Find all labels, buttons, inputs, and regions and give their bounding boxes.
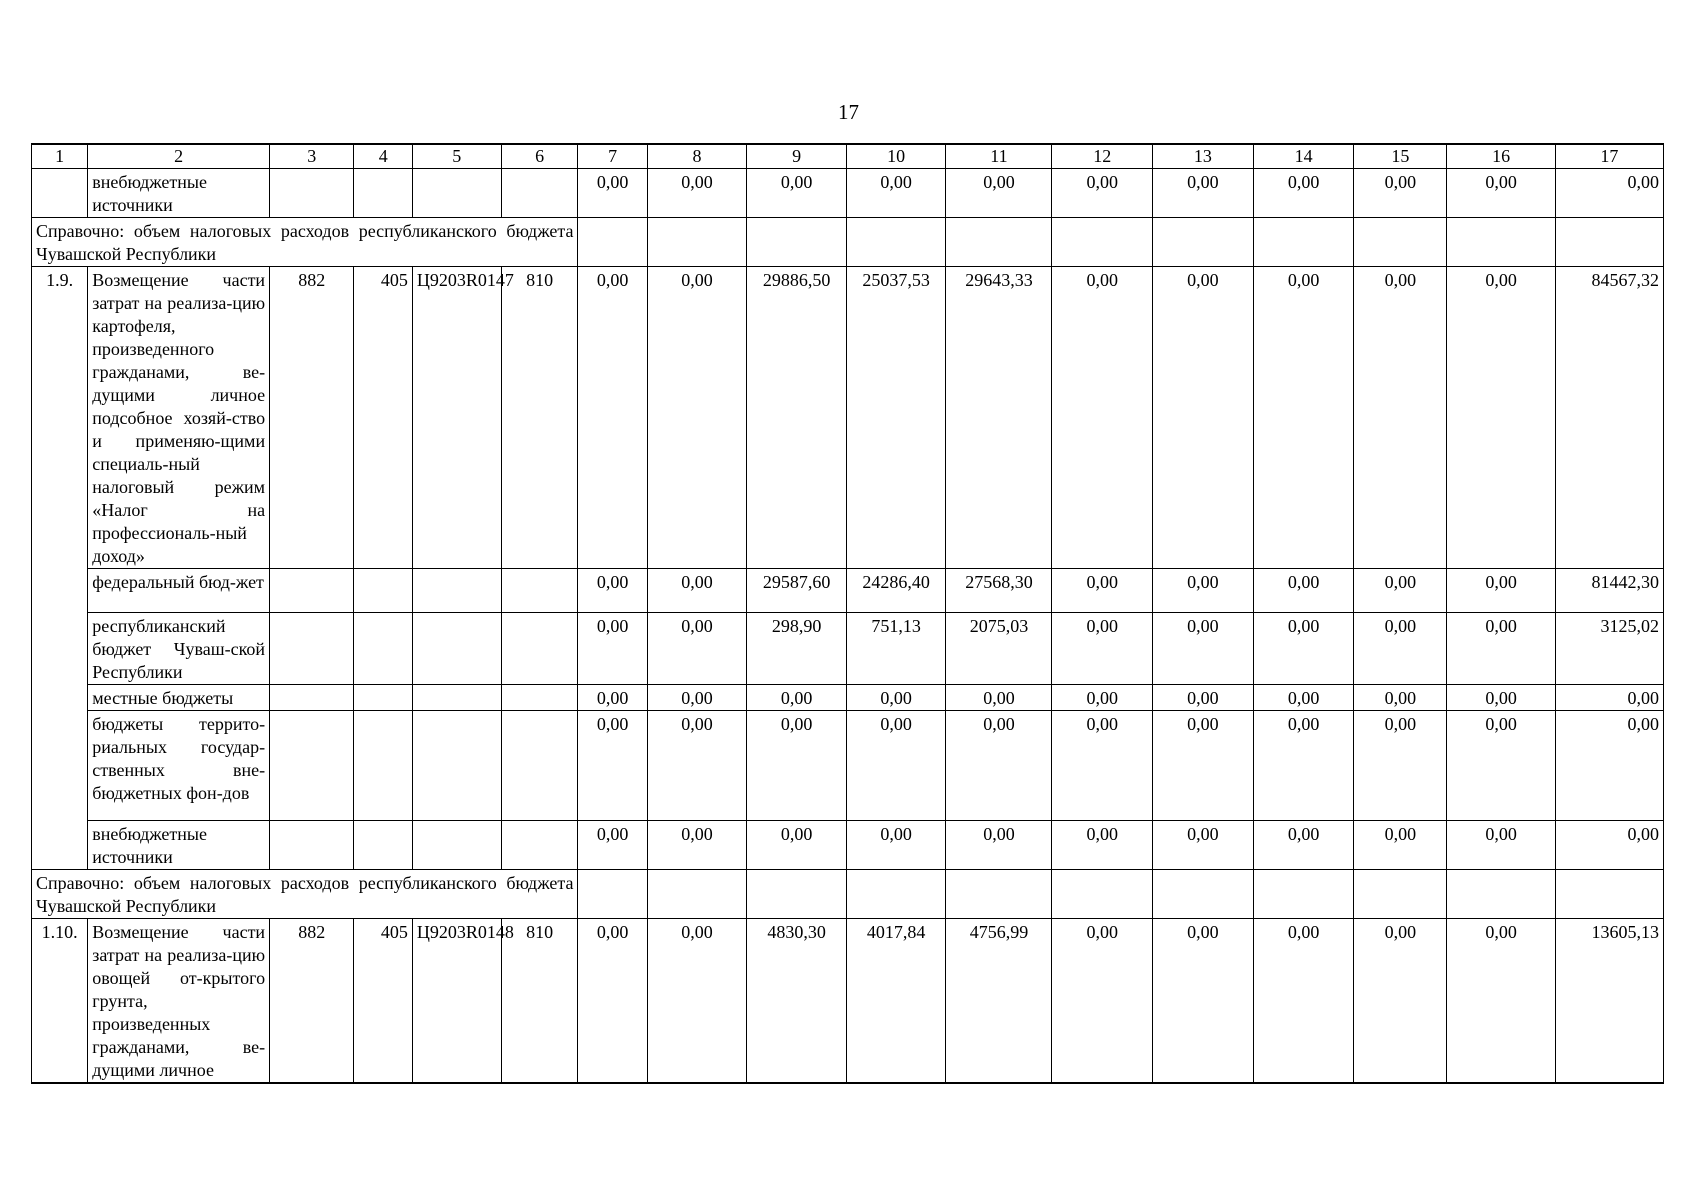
value-cell-col-14: 0,00	[1253, 711, 1354, 821]
empty-cell	[354, 711, 412, 821]
table-row-1-10	[32, 919, 1664, 1084]
empty-cell	[354, 685, 412, 711]
empty-cell	[270, 613, 354, 685]
value-cell-col-11: 0,00	[946, 711, 1052, 821]
empty-cell	[846, 870, 946, 919]
code-cell-3: 882	[270, 267, 354, 569]
empty-cell	[412, 169, 501, 218]
value-cell-col-8: 0,00	[647, 169, 747, 218]
value-cell-col-14: 0,00	[1253, 169, 1354, 218]
value-cell-col-16: 0,00	[1447, 569, 1555, 613]
value-cell-col-9: 29886,50	[747, 267, 847, 569]
value-cell-col-14: 0,00	[1253, 821, 1354, 870]
value-cell-col-11: 0,00	[946, 685, 1052, 711]
page-number: 17	[838, 100, 859, 124]
value-cell-col-17: 13605,13	[1555, 919, 1663, 1084]
empty-cell	[354, 569, 412, 613]
code-cell-5: Ц9203R0147	[412, 267, 501, 569]
header-cell-10: 10	[846, 144, 946, 169]
value-cell-col-16: 0,00	[1447, 821, 1555, 870]
value-cell-col-10: 24286,40	[846, 569, 946, 613]
value-cell-col-9: 0,00	[747, 169, 847, 218]
value-cell-col-7: 0,00	[578, 685, 647, 711]
value-cell-col-7: 0,00	[578, 267, 647, 569]
header-cell-15: 15	[1354, 144, 1447, 169]
value-cell-col-14: 0,00	[1253, 569, 1354, 613]
value-cell-col-9: 298,90	[747, 613, 847, 685]
value-cell-col-10: 0,00	[846, 821, 946, 870]
value-cell-col-7: 0,00	[578, 569, 647, 613]
empty-cell	[1153, 218, 1254, 267]
value-cell-col-13: 0,00	[1153, 685, 1254, 711]
value-cell-col-10: 4017,84	[846, 919, 946, 1084]
row-name-cell: Возмещение части затрат на реализа-цию овощей от-крытого грунта, произведенных гражданами, ве-дущими личное	[88, 919, 270, 1084]
value-cell-col-17: 81442,30	[1555, 569, 1663, 613]
empty-cell	[1052, 870, 1153, 919]
value-cell-col-12: 0,00	[1052, 919, 1153, 1084]
value-cell-col-12: 0,00	[1052, 613, 1153, 685]
table-row-r19-fed	[32, 569, 1664, 613]
value-cell-col-12: 0,00	[1052, 821, 1153, 870]
empty-cell	[270, 711, 354, 821]
value-cell-col-17: 0,00	[1555, 169, 1663, 218]
code-cell-3: 882	[270, 919, 354, 1084]
header-cell-14: 14	[1253, 144, 1354, 169]
value-cell-col-13: 0,00	[1153, 613, 1254, 685]
value-cell-col-15: 0,00	[1354, 267, 1447, 569]
empty-cell	[354, 169, 412, 218]
value-cell-col-11: 0,00	[946, 821, 1052, 870]
value-cell-col-13: 0,00	[1153, 267, 1254, 569]
empty-cell	[270, 685, 354, 711]
empty-cell	[412, 821, 501, 870]
value-cell-col-13: 0,00	[1153, 821, 1254, 870]
reference-note-cell: Справочно: объем налоговых расходов республиканского бюджета Чувашской Республики	[32, 218, 578, 267]
row-number-cell	[32, 169, 88, 218]
value-cell-col-11: 2075,03	[946, 613, 1052, 685]
value-cell-col-12: 0,00	[1052, 169, 1153, 218]
header-cell-11: 11	[946, 144, 1052, 169]
value-cell-col-15: 0,00	[1354, 569, 1447, 613]
empty-cell	[1052, 218, 1153, 267]
empty-cell	[747, 870, 847, 919]
table-row-r19-loc	[32, 685, 1664, 711]
table-row-reference	[32, 218, 1664, 267]
value-cell-col-9: 0,00	[747, 711, 847, 821]
empty-cell	[1555, 218, 1663, 267]
empty-cell	[354, 613, 412, 685]
code-cell-6: 810	[501, 919, 578, 1084]
header-cell-6: 6	[501, 144, 578, 169]
empty-cell	[270, 569, 354, 613]
value-cell-col-7: 0,00	[578, 613, 647, 685]
value-cell-col-17: 0,00	[1555, 685, 1663, 711]
value-cell-col-11: 4756,99	[946, 919, 1052, 1084]
row-name-cell: федеральный бюд-жет	[88, 569, 270, 613]
value-cell-col-17: 0,00	[1555, 711, 1663, 821]
header-cell-9: 9	[747, 144, 847, 169]
value-cell-col-14: 0,00	[1253, 685, 1354, 711]
empty-cell	[354, 821, 412, 870]
value-cell-col-13: 0,00	[1153, 169, 1254, 218]
value-cell-col-7: 0,00	[578, 711, 647, 821]
empty-cell	[412, 685, 501, 711]
value-cell-col-15: 0,00	[1354, 919, 1447, 1084]
empty-cell	[501, 711, 578, 821]
code-cell-4: 405	[354, 919, 412, 1084]
header-cell-1: 1	[32, 144, 88, 169]
empty-cell	[501, 613, 578, 685]
empty-cell	[1253, 870, 1354, 919]
value-cell-col-13: 0,00	[1153, 569, 1254, 613]
code-cell-6: 810	[501, 267, 578, 569]
value-cell-col-16: 0,00	[1447, 919, 1555, 1084]
header-cell-8: 8	[647, 144, 747, 169]
empty-cell	[946, 870, 1052, 919]
empty-cell	[647, 218, 747, 267]
empty-cell	[1447, 870, 1555, 919]
value-cell-col-9: 0,00	[747, 685, 847, 711]
header-cell-16: 16	[1447, 144, 1555, 169]
value-cell-col-13: 0,00	[1153, 711, 1254, 821]
value-cell-col-8: 0,00	[647, 613, 747, 685]
empty-cell	[501, 685, 578, 711]
row-name-cell: бюджеты террито-риальных государ-ственных вне-бюджетных фон-дов	[88, 711, 270, 821]
empty-cell	[412, 711, 501, 821]
table-row-1-9	[32, 267, 1664, 569]
row-name-cell: внебюджетные источники	[88, 169, 270, 218]
empty-cell	[1447, 218, 1555, 267]
empty-cell	[501, 169, 578, 218]
empty-cell	[1354, 218, 1447, 267]
header-cell-4: 4	[354, 144, 412, 169]
value-cell-col-8: 0,00	[647, 685, 747, 711]
value-cell-col-11: 29643,33	[946, 267, 1052, 569]
value-cell-col-15: 0,00	[1354, 821, 1447, 870]
value-cell-col-16: 0,00	[1447, 685, 1555, 711]
empty-cell	[270, 169, 354, 218]
table-row-reference	[32, 870, 1664, 919]
value-cell-col-15: 0,00	[1354, 711, 1447, 821]
row-name-cell: республиканский бюджет Чуваш-ской Республики	[88, 613, 270, 685]
value-cell-col-14: 0,00	[1253, 919, 1354, 1084]
code-cell-5: Ц9203R0148	[412, 919, 501, 1084]
value-cell-col-17: 0,00	[1555, 821, 1663, 870]
empty-cell	[501, 821, 578, 870]
value-cell-col-8: 0,00	[647, 821, 747, 870]
empty-cell	[1153, 870, 1254, 919]
header-cell-13: 13	[1153, 144, 1254, 169]
empty-cell	[1253, 218, 1354, 267]
empty-cell	[846, 218, 946, 267]
value-cell-col-12: 0,00	[1052, 711, 1153, 821]
header-cell-5: 5	[412, 144, 501, 169]
row-number-cell: 1.9.	[32, 267, 88, 870]
value-cell-col-15: 0,00	[1354, 613, 1447, 685]
value-cell-col-8: 0,00	[647, 919, 747, 1084]
row-name-cell: Возмещение части затрат на реализа-цию картофеля, произведенного гражданами, ве-дущими личное подсобное хозяй-ство и применяю-щими специаль-ный налоговый режим «Налог на профессиональ-ный доход»	[88, 267, 270, 569]
table-header-row	[32, 144, 1664, 169]
value-cell-col-10: 0,00	[846, 685, 946, 711]
value-cell-col-15: 0,00	[1354, 685, 1447, 711]
value-cell-col-12: 0,00	[1052, 685, 1153, 711]
row-name-cell: местные бюджеты	[88, 685, 270, 711]
value-cell-col-9: 4830,30	[747, 919, 847, 1084]
empty-cell	[578, 218, 647, 267]
table-row-r19-terr	[32, 711, 1664, 821]
value-cell-col-9: 29587,60	[747, 569, 847, 613]
header-cell-2: 2	[88, 144, 270, 169]
header-cell-12: 12	[1052, 144, 1153, 169]
empty-cell	[578, 870, 647, 919]
budget-table	[31, 143, 1664, 1084]
value-cell-col-7: 0,00	[578, 821, 647, 870]
header-cell-7: 7	[578, 144, 647, 169]
value-cell-col-14: 0,00	[1253, 267, 1354, 569]
row-number-cell: 1.10.	[32, 919, 88, 1084]
value-cell-col-10: 751,13	[846, 613, 946, 685]
empty-cell	[412, 569, 501, 613]
value-cell-col-12: 0,00	[1052, 267, 1153, 569]
value-cell-col-16: 0,00	[1447, 267, 1555, 569]
value-cell-col-10: 25037,53	[846, 267, 946, 569]
value-cell-col-11: 27568,30	[946, 569, 1052, 613]
empty-cell	[412, 613, 501, 685]
empty-cell	[647, 870, 747, 919]
value-cell-col-15: 0,00	[1354, 169, 1447, 218]
reference-note-cell: Справочно: объем налоговых расходов республиканского бюджета Чувашской Республики	[32, 870, 578, 919]
table-row-r19-rep	[32, 613, 1664, 685]
empty-cell	[747, 218, 847, 267]
table-row-extrabudget	[32, 169, 1664, 218]
value-cell-col-12: 0,00	[1052, 569, 1153, 613]
empty-cell	[1555, 870, 1663, 919]
value-cell-col-9: 0,00	[747, 821, 847, 870]
code-cell-4: 405	[354, 267, 412, 569]
value-cell-col-8: 0,00	[647, 711, 747, 821]
value-cell-col-7: 0,00	[578, 169, 647, 218]
value-cell-col-13: 0,00	[1153, 919, 1254, 1084]
value-cell-col-16: 0,00	[1447, 169, 1555, 218]
value-cell-col-10: 0,00	[846, 169, 946, 218]
empty-cell	[270, 821, 354, 870]
header-cell-17: 17	[1555, 144, 1663, 169]
empty-cell	[1354, 870, 1447, 919]
value-cell-col-17: 84567,32	[1555, 267, 1663, 569]
table-row-r19-ext	[32, 821, 1664, 870]
empty-cell	[946, 218, 1052, 267]
value-cell-col-16: 0,00	[1447, 613, 1555, 685]
value-cell-col-8: 0,00	[647, 267, 747, 569]
row-name-cell: внебюджетные источники	[88, 821, 270, 870]
value-cell-col-8: 0,00	[647, 569, 747, 613]
value-cell-col-11: 0,00	[946, 169, 1052, 218]
value-cell-col-10: 0,00	[846, 711, 946, 821]
empty-cell	[501, 569, 578, 613]
value-cell-col-16: 0,00	[1447, 711, 1555, 821]
value-cell-col-17: 3125,02	[1555, 613, 1663, 685]
value-cell-col-7: 0,00	[578, 919, 647, 1084]
value-cell-col-14: 0,00	[1253, 613, 1354, 685]
header-cell-3: 3	[270, 144, 354, 169]
